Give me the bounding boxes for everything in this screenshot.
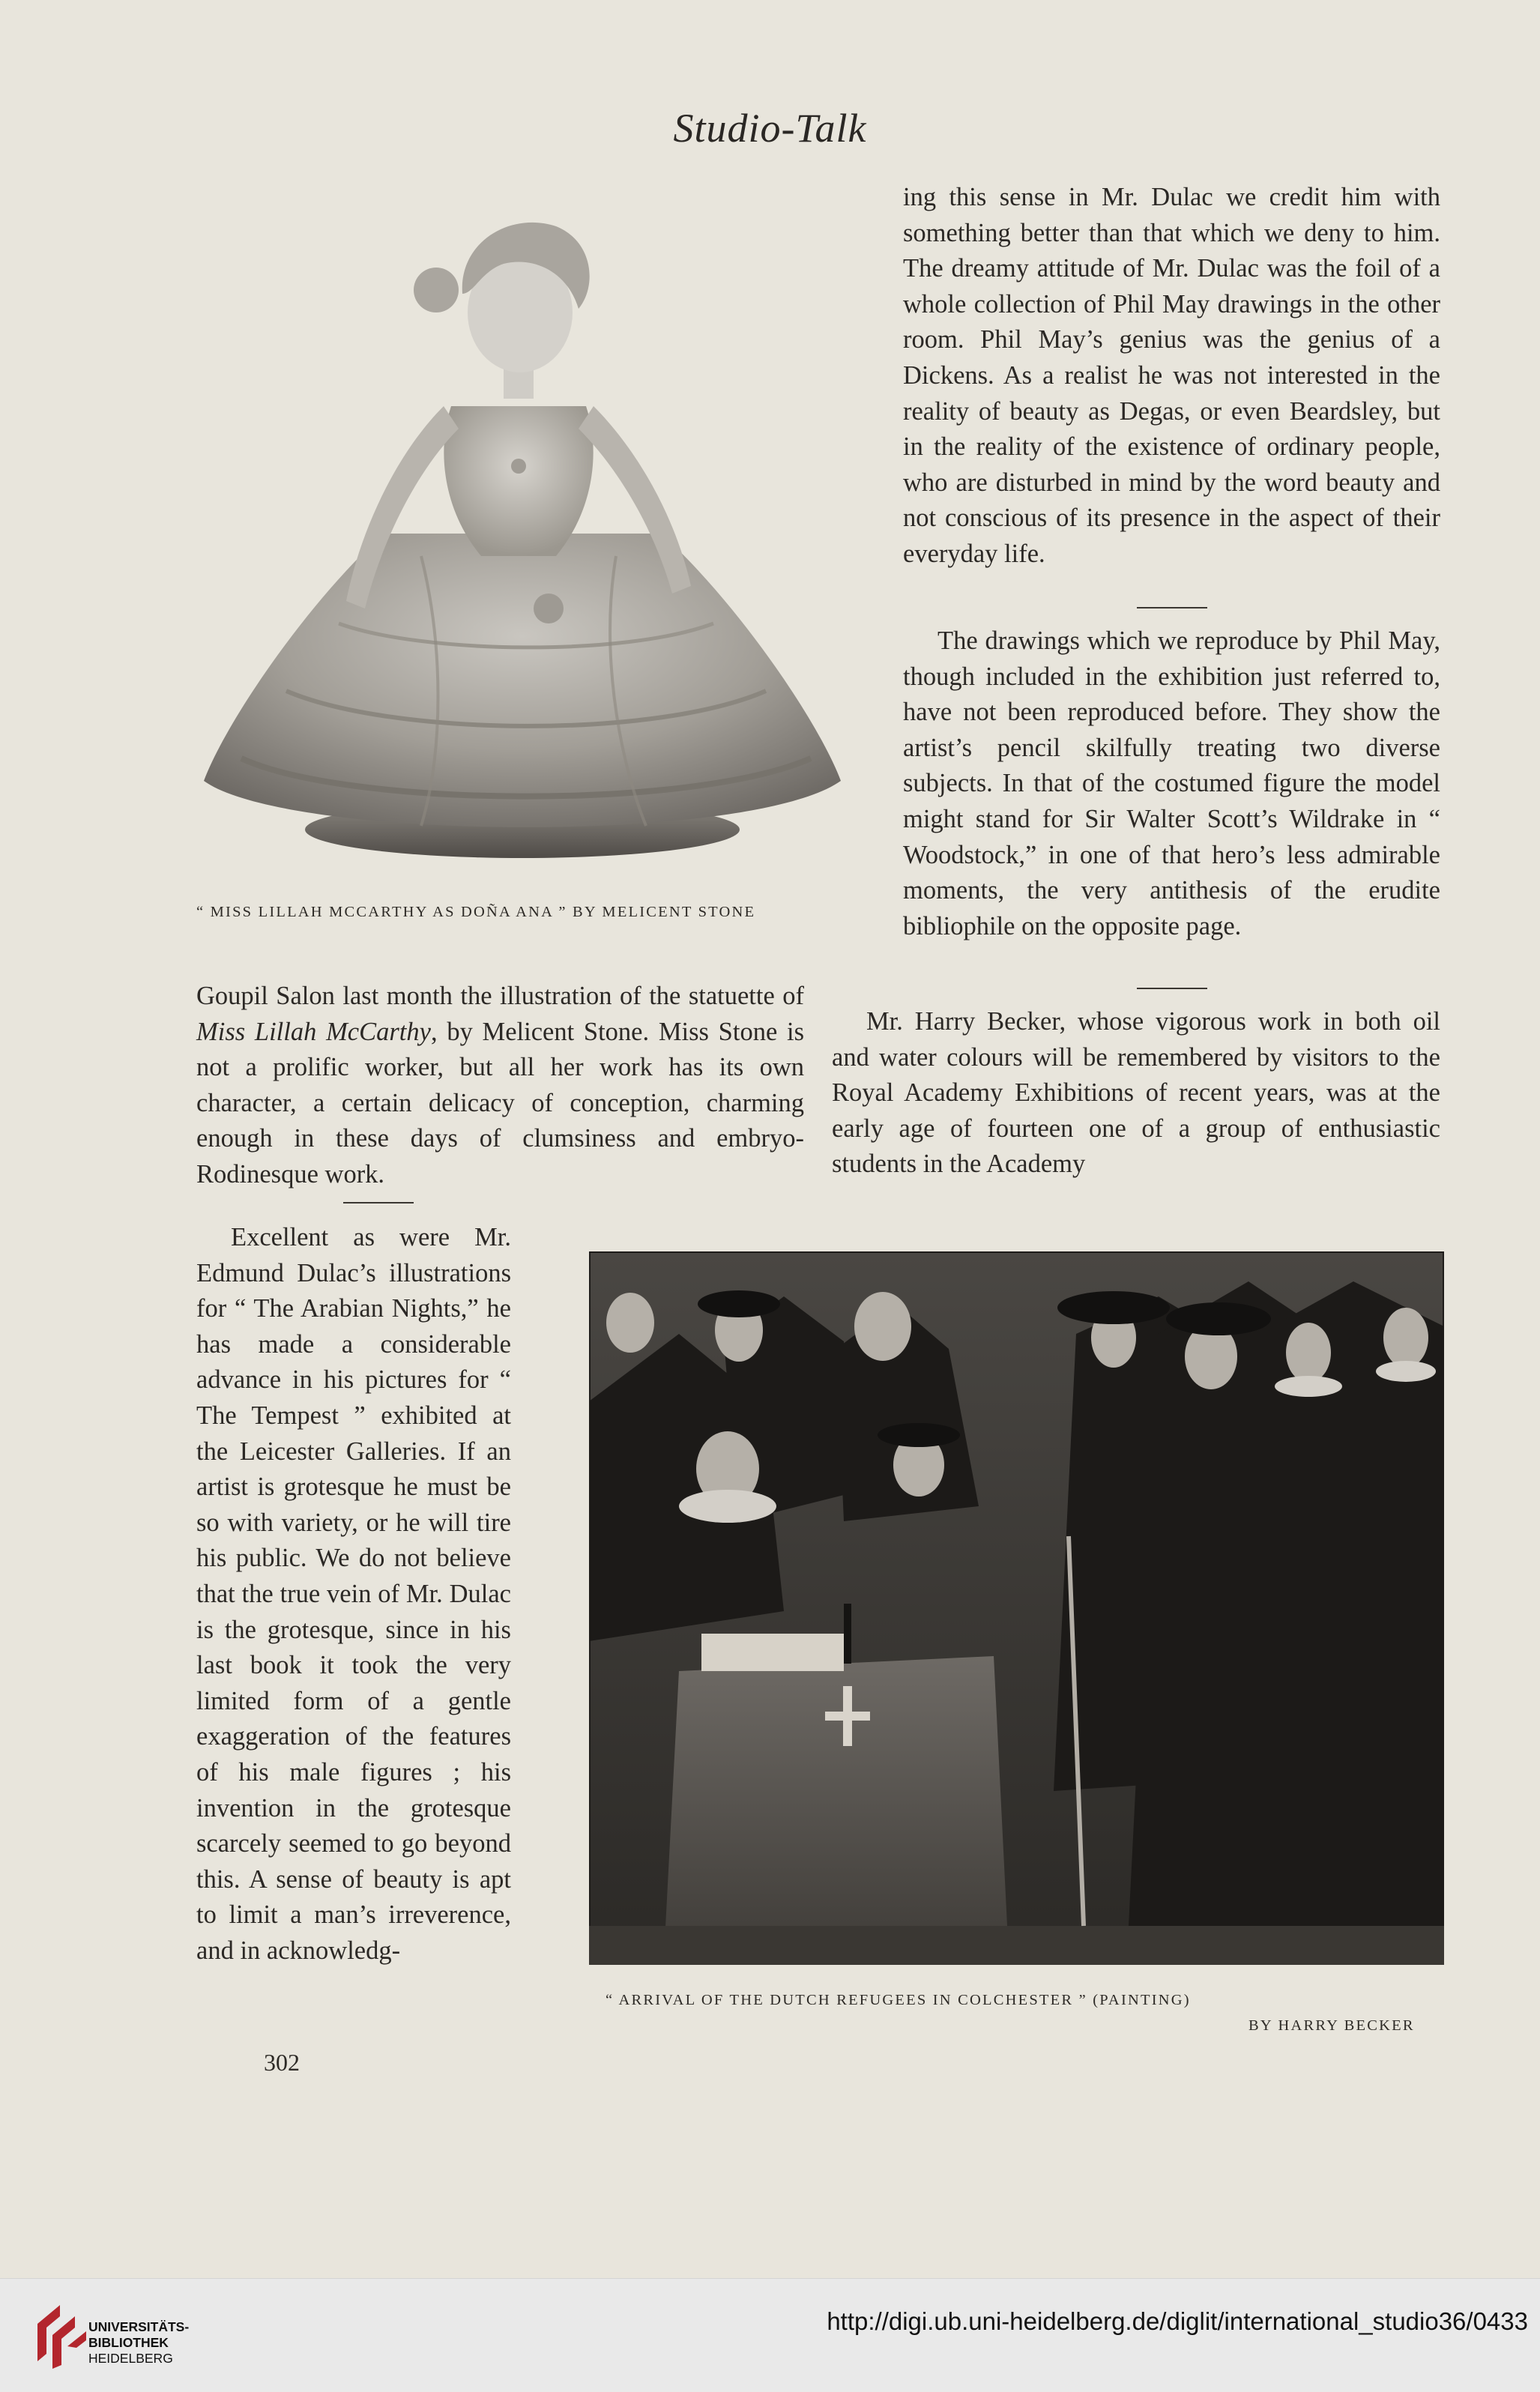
left-column-bottom	[196, 1220, 511, 1969]
paragraph	[196, 979, 804, 1193]
footer-bar	[0, 2278, 1540, 2392]
paragraph: Excellent as were Mr. Edmund Dulac’s illustrations for “ The Arabian Nights,” he has made a considerable advance in his pictures for “ The Tempest ” exhibited at the Leicester Galleries. If an artist is grotesque he must be so with variety, or he will tire his public. We do not believe that the true vein of Mr. Dulac is the grotesque, since in his last book it took the very limited form of a gentle exaggeration of the features of his male figures ; his invention in the grotesque scarcely seemed to go beyond this. A sense of beauty is apt to limit a man’s irreverence, and in acknowledg-	[196, 1223, 511, 1965]
section-rule	[1137, 607, 1207, 608]
painting-image	[589, 1251, 1444, 1965]
painting-caption-line1: “ ARRIVAL OF THE DUTCH REFUGEES IN COLCHESTER ” (PAINTING)	[606, 1992, 1191, 2008]
right-column-p2	[903, 623, 1440, 944]
section-rule	[343, 1202, 414, 1203]
library-name-line1: UNIVERSITÄTS-	[88, 2319, 190, 2334]
source-url-link[interactable]: http://digi.ub.uni-heidelberg.de/diglit/international_studio36/0433	[827, 2307, 1528, 2335]
statuette-caption: “ MISS LILLAH MCCARTHY AS DOÑA ANA ” BY MELICENT STONE	[196, 904, 756, 920]
statuette-title: Miss Lillah McCarthy	[196, 1017, 431, 1046]
painting-caption-line2: BY HARRY BECKER	[1248, 2017, 1415, 2034]
statuette-photo	[196, 181, 856, 860]
paragraph: The drawings which we reproduce by Phil May, though included in the exhibition just referred to, have not been reproduced before. They show the artist’s pencil skilfully treating two diverse subjects. In that of the costumed figure the model might stand for Sir Walter Scott’s Wildrake in “ Woodstock,” in one of that hero’s less admirable moments, the very antithesis of the erudite bibliophile on the opposite page.	[903, 626, 1440, 940]
section-rule	[1137, 988, 1207, 989]
library-name-line3: HEIDELBERG	[88, 2351, 173, 2366]
text-run: Goupil Salon last month the illustration of the statuette of	[196, 982, 804, 1010]
right-column-p3	[832, 1004, 1440, 1183]
library-name	[88, 2319, 189, 2367]
library-name-line2: BIBLIOTHEK	[88, 2335, 169, 2350]
running-head: Studio-Talk	[673, 106, 867, 151]
painting-photo	[589, 1251, 1444, 1965]
paragraph: Mr. Harry Becker, whose vigorous work in both oil and water colours will be remembered by visitors to the Royal Academy Exhibitions of recent years, was at the early age of fourteen one of a group of enthusiastic students in the Academy	[832, 1007, 1440, 1179]
library-logo-icon[interactable]	[30, 2301, 97, 2369]
statuette-image	[196, 181, 856, 860]
right-column-top	[903, 180, 1440, 573]
paragraph: ing this sense in Mr. Dulac we credit him with something better than that which we deny to him. The dreamy attitude of Mr. Dulac was the foil of a whole collection of Phil May drawings in the other room. Phil May’s genius was the genius of a Dickens. As a realist he was not interested in the reality of beauty as Degas, or even Beardsley, but in the reality of the existence of ordinary people, who are disturbed in mind by the word beauty and not conscious of its presence in the aspect of their everyday life.	[903, 183, 1440, 568]
text-run: , by Melicent Stone. Miss Stone is not a prolific worker, but all her work has its own character, a certain delicacy of conception, charming enough in these days of clumsiness and embryo-Rodinesque work.	[196, 1017, 804, 1189]
page-number: 302	[264, 2049, 300, 2076]
left-column-mid	[196, 979, 804, 1193]
